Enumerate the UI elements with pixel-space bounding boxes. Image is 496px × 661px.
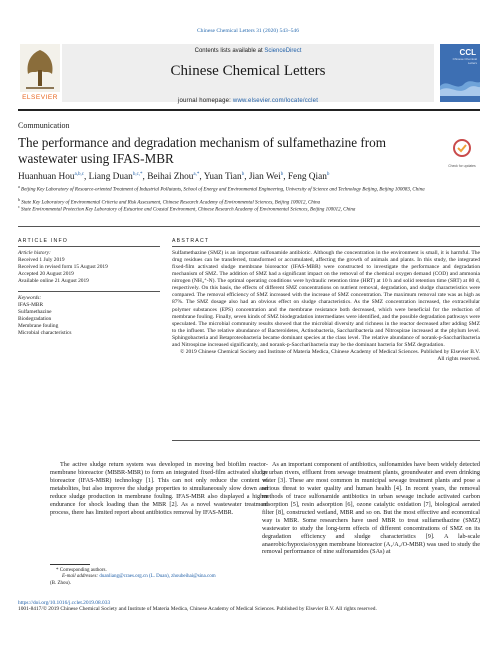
author-separator: , (283, 172, 288, 183)
author-name: Feng Qian (287, 172, 327, 183)
footnote-rule (50, 564, 90, 565)
author-separator: , (84, 172, 89, 183)
paper-title: The performance and degradation mechanism of sulfamethazine from wastewater using IFAS-MBR (18, 135, 386, 166)
author-affiliation-marker[interactable]: a,* (193, 172, 200, 177)
keyword-item: Membrane fouling (18, 322, 59, 329)
header-rule (18, 109, 480, 111)
issn-copyright: 1001-8417/© 2019 Chinese Chemical Society and Institute of Materia Medica, Chinese Academy of Medical Sciences. Published by Elsevier B.V. All rights reserved. (18, 606, 377, 612)
info-separator (18, 291, 160, 292)
author-list (18, 172, 329, 182)
history-accepted: Accepted 20 August 2019 (18, 270, 74, 277)
article-info-heading: ARTICLE INFO (18, 238, 69, 244)
contents-line: Contents lists available at ScienceDirect (194, 48, 302, 54)
doi-link[interactable]: https://doi.org/10.1016/j.cclet.2019.08.033 (18, 600, 111, 606)
journal-cover (440, 44, 480, 102)
corresponding-footnote: * Corresponding authors. E-mail addresses: duanliang@craes.org.cn (L. Duan), zhoubeihai@sina.com (B. Zhou). (50, 568, 216, 586)
history-received: Received 1 July 2019 (18, 256, 65, 263)
abstract-body (172, 250, 480, 363)
author-affiliation-marker[interactable]: a,b,c (74, 172, 84, 177)
check-for-updates-badge[interactable] (444, 138, 480, 168)
keyword-item: Sulfamethazine (18, 308, 52, 315)
abstract-text: Sulfamethazine (SMZ) is an important sulfonamide antibiotic. Although the concentration in the environment is small, it is harmful. The drug residues can be transferred, transformed or accumulated, affecting the growth of animals and plants. In this study, the integrated fixed-film activated sludge membrane bioreactor (IFAS-MBR) were constructed to investigate the performance and degradation mechanism of SMZ. The addition of SMZ had a significant impact on the removal of the chemical oxygen demand (COD) and ammonia nitrogen (NH₄⁺-N). The optimal operating conditions were hydraulic retention time (HRT) at 10 h and solid retention time (SRT) at 80 d, respectively. On this basis, the effects of different SMZ concentrations on nutrient removal, degradation, and sludge characteristics were compared. The removal efficiency of SMZ increased with the increase of SMZ concentration. The maximum removal rate was as high as 87%. The SMZ dosage also had an obvious effect on sludge characteristics. As the SMZ concentration increased, the extracellular polymer substances (EPS) concentration and the membrane resistance both decreased, which were beneficial for the reduction of membrane fouling. Finally, seven kinds of SMZ biodegradation intermediates were identified, and the possible degradation pathways were speculated. The microbial community results showed that the microbial diversity and richness in the reactor decreased after adding SMZ to the influent. The relative abundance of Bacteroidetes, Actinobacteria, Saccharibacteria and Nitrospirae increased at the phylum level. Sphingobacteria and Betaproteobacteria became dominant species at the class level. The relative abundance of norank-p-Saccharibacteria and Nitrospirae increased significantly, and norank-p-Saccharibacteria may be the dominant bacteria for SMZ degradation. (172, 250, 480, 348)
affiliation-a: $^a$ Beijing Key Laboratory of Resource-oriented Treatment of Industrial Pollutants, School of Energy and Environmental Engineering, University of Science and Technology Beijing, Beijing 100083, China (18, 184, 425, 193)
email-links[interactable]: duanliang@craes.org.cn (L. Duan), zhoubeihai@sina.com (99, 574, 216, 580)
author-affiliation-marker[interactable]: b,c,* (132, 172, 143, 177)
history-revised: Received in revised form 15 August 2019 (18, 263, 108, 270)
keyword-item: Biodegradation (18, 315, 52, 322)
author-name: Beihai Zhou (147, 172, 194, 183)
keywords: Keywords: IFAS-MBR Sulfamethazine Biodegradation Membrane fouling Microbial characteristics (18, 295, 160, 336)
author-separator: , (142, 172, 148, 183)
author-separator: , (199, 172, 204, 183)
abstract-heading: ABSTRACT (172, 238, 210, 244)
abstract-bottom-rule (172, 440, 480, 441)
author-affiliation-marker[interactable]: b (241, 172, 245, 177)
keyword-item: IFAS-MBR (18, 301, 44, 308)
author-name: Liang Duan (88, 172, 133, 183)
author-separator: , (244, 172, 249, 183)
abstract-copyright: © 2019 Chinese Chemical Society and Institute of Materia Medica, Chinese Academy of Medical Sciences. Published by Elsevier B.V. All rights reserved. (180, 348, 480, 362)
article-info-rule (18, 246, 160, 247)
homepage-link[interactable]: www.elsevier.com/locate/cclet (232, 98, 319, 104)
elsevier-logo (18, 44, 62, 106)
body-paragraph: As an important component of antibiotics, sulfonamides have been widely detected in urban rivers, effluent from sewage treatment plants, groundwater and even drinking water [3]. These are most common in municipal sewage treatment plants and pose a serious threat to water quality and human health [4]. In recent years, the removal methods of trace sulfonamide antibiotics in urban sewage include activated carbon adsorption [5], resin adsorption [6], ozone catalytic oxidation [7], biological aerated filter [8], constructed wetland, MBR and so on. But the most effective and economical way is MBR. Some researchers have used MBR to treat sulfamethazine (SMZ) wastewater to study the long-term effects of different concentrations of SMZ on its degradation efficiency and sludge characteristics [9]. A lab-scale anaerobic/hypoxia/oxygen membrane bioreactor (A₁/A₂/O-MBR) was used to study the removal performance of nine sulfonamides (SAs) at (262, 461, 480, 556)
affiliation-b: $^b$ State Key Laboratory of Environmental Criteria and Risk Assessment, Chinese Research Academy of Environmental Sciences, Beijing 100012, China (18, 197, 321, 206)
article-history: Article history: Received 1 July 2019 Received in revised form 15 August 2019 Accepted 20 August 2019 Available online 21 August 2019 (18, 250, 160, 285)
author-name: Yuan Tian (203, 172, 242, 183)
author-affiliation-marker[interactable]: b (326, 172, 330, 177)
check-updates-label: Check for updates (448, 164, 476, 168)
affiliation-rule (18, 226, 480, 227)
body-paragraph: The active sludge return system was developed in moving bed biofilm reactor-membrane bioreactor (MBBR-MBR) to form an integrated fixed-film activated sludge bioreactor (IFAS-MBR) technology [1]. This can not only reduce the content of metabolites, but also improve the sludge properties to simultaneously slow down and reduce sludge production in membrane fouling. IFAS-MBR also displayed a higher endurance for shock loading than the MBR [2]. As a novel wastewater treatment process, there has limited report about antibiotics removal by IFAS-MBR. (50, 461, 268, 516)
sciencedirect-link[interactable]: ScienceDirect (264, 48, 302, 54)
author-affiliation-marker[interactable]: b (280, 172, 284, 177)
abstract-rule (172, 246, 480, 247)
article-type: Communication (18, 121, 70, 130)
history-online: Available online 21 August 2019 (18, 277, 89, 284)
cover-subtitle: Chinese Chemical Letters (452, 57, 477, 65)
cover-wave-graphic (440, 74, 480, 96)
author-name: Huanhuan Hou (18, 172, 75, 183)
body-column-left (50, 461, 268, 517)
cover-logo-text: CCL (459, 48, 476, 57)
keyword-item: Microbial characteristics (18, 329, 72, 336)
elsevier-wordmark: ELSEVIER (22, 94, 58, 101)
journal-citation: Chinese Chemical Letters 31 (2020) 543–546 (196, 28, 300, 34)
author-name: Jian Wei (248, 172, 281, 183)
affiliation-c: $^c$ State Environmental Protection Key Laboratory of Estuarine and Coastal Environment, Chinese Research Academy of Environmental Sciences, Beijing 100012, China (18, 204, 356, 213)
body-column-right (262, 461, 480, 556)
journal-title: Chinese Chemical Letters (170, 63, 326, 79)
journal-homepage: journal homepage: www.elsevier.com/locate/cclet (177, 98, 319, 104)
